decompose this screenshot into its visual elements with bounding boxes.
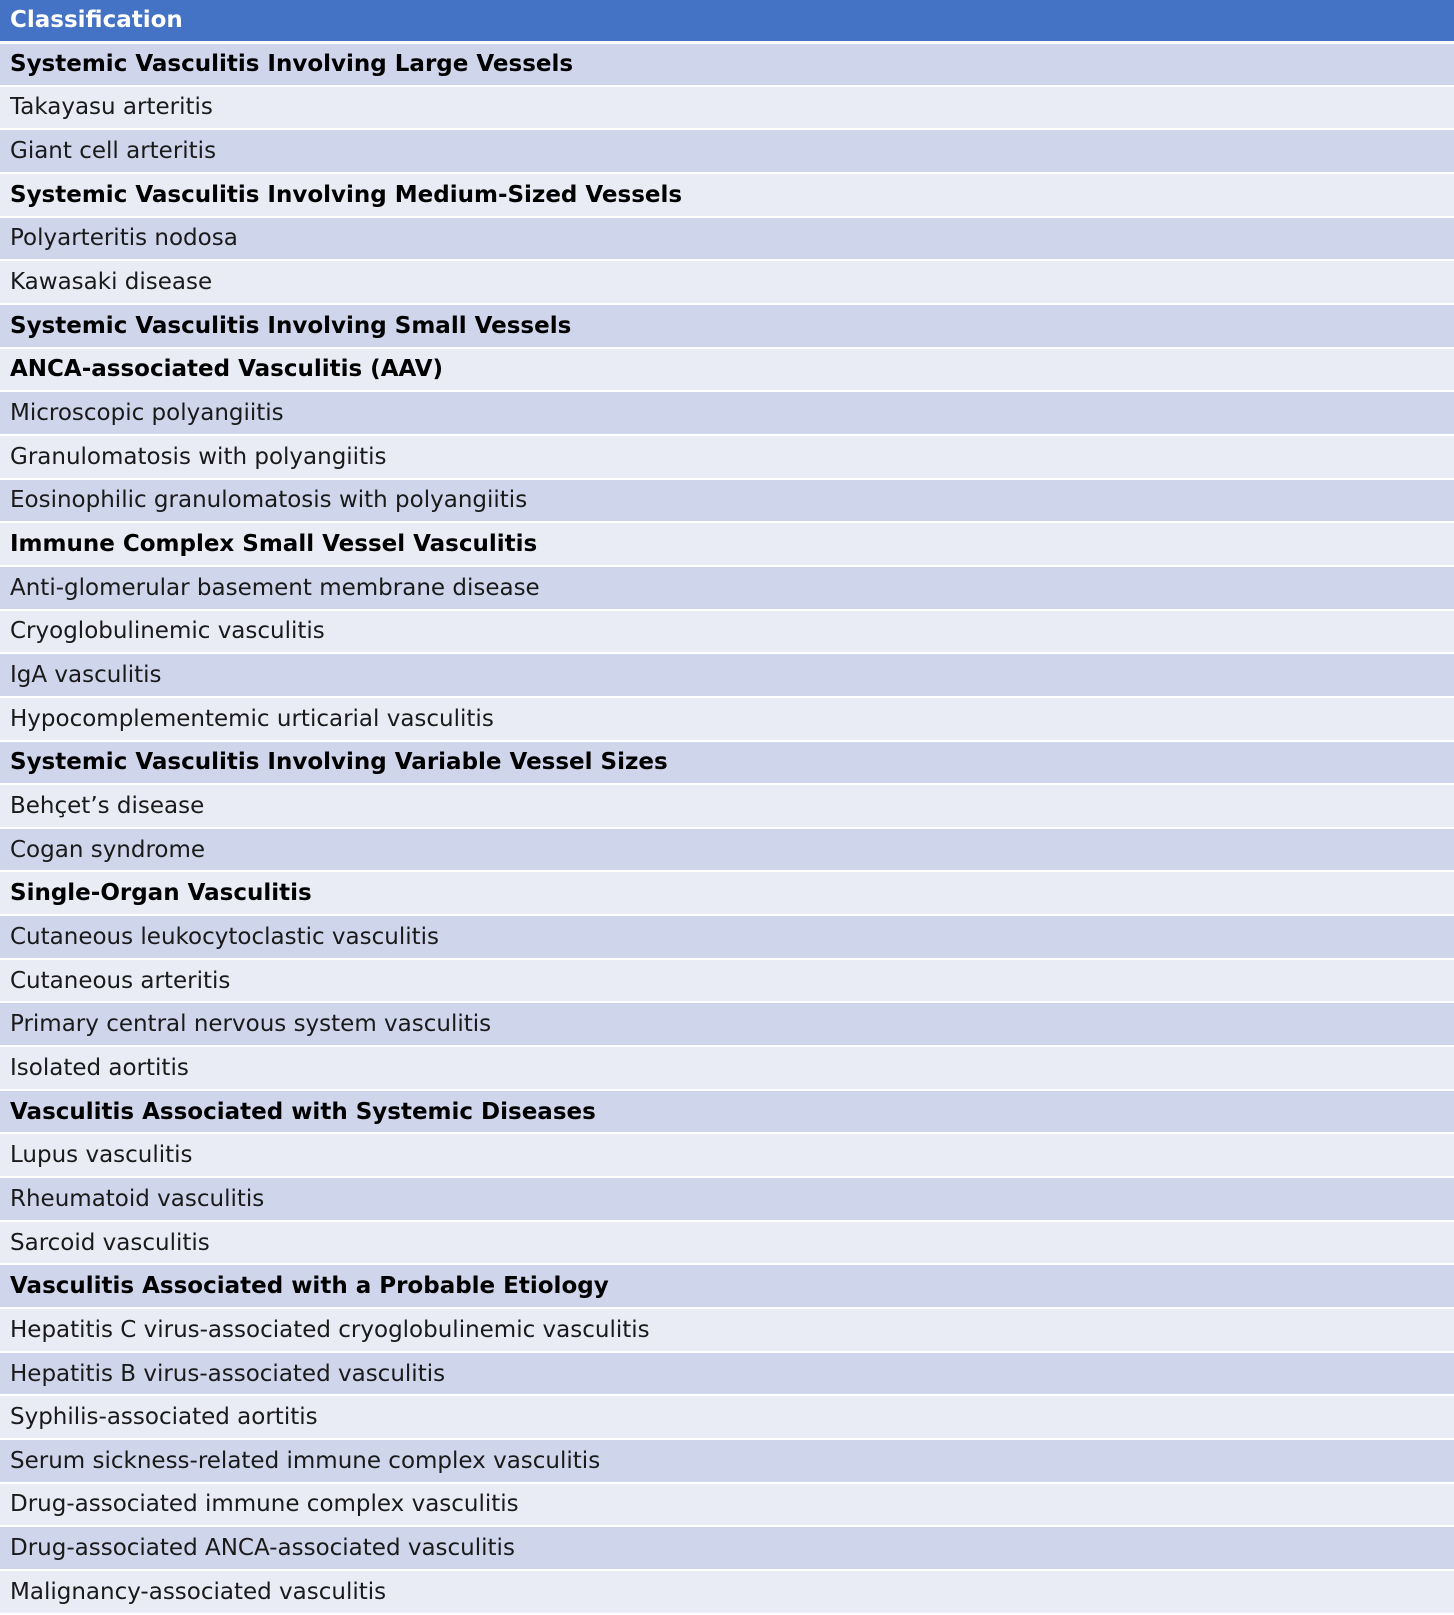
category-heading-cell: Vasculitis Associated with a Probable Etiology bbox=[0, 1264, 1454, 1308]
vasculitis-type-cell: Lupus vasculitis bbox=[0, 1133, 1454, 1177]
table-row bbox=[0, 1395, 1454, 1439]
table-row bbox=[0, 1177, 1454, 1221]
table-row bbox=[0, 741, 1454, 785]
table-row bbox=[0, 479, 1454, 523]
category-heading-cell: Systemic Vasculitis Involving Small Vessels bbox=[0, 304, 1454, 348]
vasculitis-type-cell: Hypocomplementemic urticarial vasculitis bbox=[0, 697, 1454, 741]
category-heading-cell: Systemic Vasculitis Involving Large Vessels bbox=[0, 42, 1454, 86]
table-row bbox=[0, 1133, 1454, 1177]
vasculitis-type-cell: Cogan syndrome bbox=[0, 828, 1454, 872]
category-heading-cell: Vasculitis Associated with Systemic Diseases bbox=[0, 1090, 1454, 1134]
table-row bbox=[0, 1002, 1454, 1046]
table-row bbox=[0, 129, 1454, 173]
table-row bbox=[0, 653, 1454, 697]
vasculitis-type-cell: Drug-associated ANCA-associated vasculitis bbox=[0, 1526, 1454, 1570]
table-row bbox=[0, 610, 1454, 654]
table-row bbox=[0, 915, 1454, 959]
vasculitis-type-cell: Granulomatosis with polyangiitis bbox=[0, 435, 1454, 479]
vasculitis-type-cell: IgA vasculitis bbox=[0, 653, 1454, 697]
vasculitis-type-cell: Hepatitis C virus-associated cryoglobulinemic vasculitis bbox=[0, 1308, 1454, 1352]
vasculitis-type-cell: Syphilis-associated aortitis bbox=[0, 1395, 1454, 1439]
vasculitis-type-cell: Serum sickness-related immune complex vasculitis bbox=[0, 1439, 1454, 1483]
vasculitis-type-cell: Kawasaki disease bbox=[0, 260, 1454, 304]
header-row bbox=[0, 0, 1454, 42]
table-row bbox=[0, 217, 1454, 261]
table-row bbox=[0, 42, 1454, 86]
table-row bbox=[0, 1046, 1454, 1090]
table-row bbox=[0, 697, 1454, 741]
table-row bbox=[0, 566, 1454, 610]
category-heading-cell: ANCA-associated Vasculitis (AAV) bbox=[0, 348, 1454, 392]
table-row bbox=[0, 1221, 1454, 1265]
table-row bbox=[0, 522, 1454, 566]
table-row bbox=[0, 959, 1454, 1003]
vasculitis-type-cell: Giant cell arteritis bbox=[0, 129, 1454, 173]
vasculitis-type-cell: Primary central nervous system vasculitis bbox=[0, 1002, 1454, 1046]
vasculitis-type-cell: Hepatitis B virus-associated vasculitis bbox=[0, 1352, 1454, 1396]
table-row bbox=[0, 871, 1454, 915]
table-row bbox=[0, 784, 1454, 828]
vasculitis-type-cell: Malignancy-associated vasculitis bbox=[0, 1570, 1454, 1614]
table-row bbox=[0, 1352, 1454, 1396]
table-row bbox=[0, 86, 1454, 130]
table-row bbox=[0, 173, 1454, 217]
vasculitis-type-cell: Sarcoid vasculitis bbox=[0, 1221, 1454, 1265]
table-row bbox=[0, 1439, 1454, 1483]
vasculitis-type-cell: Drug-associated immune complex vasculitis bbox=[0, 1483, 1454, 1527]
column-header-classification: Classification bbox=[0, 0, 1454, 42]
table-row bbox=[0, 304, 1454, 348]
vasculitis-type-cell: Microscopic polyangiitis bbox=[0, 391, 1454, 435]
table-row bbox=[0, 435, 1454, 479]
table-body bbox=[0, 42, 1454, 1614]
vasculitis-type-cell: Takayasu arteritis bbox=[0, 86, 1454, 130]
category-heading-cell: Systemic Vasculitis Involving Variable Vessel Sizes bbox=[0, 741, 1454, 785]
category-heading-cell: Immune Complex Small Vessel Vasculitis bbox=[0, 522, 1454, 566]
table-row bbox=[0, 1526, 1454, 1570]
vasculitis-type-cell: Cutaneous arteritis bbox=[0, 959, 1454, 1003]
table-row bbox=[0, 1264, 1454, 1308]
category-heading-cell: Single-Organ Vasculitis bbox=[0, 871, 1454, 915]
table-row bbox=[0, 1308, 1454, 1352]
vasculitis-type-cell: Polyarteritis nodosa bbox=[0, 217, 1454, 261]
table-row bbox=[0, 1090, 1454, 1134]
vasculitis-type-cell: Eosinophilic granulomatosis with polyangiitis bbox=[0, 479, 1454, 523]
category-heading-cell: Systemic Vasculitis Involving Medium-Sized Vessels bbox=[0, 173, 1454, 217]
vasculitis-type-cell: Anti-glomerular basement membrane disease bbox=[0, 566, 1454, 610]
table-row bbox=[0, 828, 1454, 872]
vasculitis-type-cell: Cutaneous leukocytoclastic vasculitis bbox=[0, 915, 1454, 959]
vasculitis-type-cell: Rheumatoid vasculitis bbox=[0, 1177, 1454, 1221]
table-row bbox=[0, 1570, 1454, 1614]
vasculitis-type-cell: Behçet’s disease bbox=[0, 784, 1454, 828]
table-row bbox=[0, 348, 1454, 392]
vasculitis-type-cell: Isolated aortitis bbox=[0, 1046, 1454, 1090]
table-row bbox=[0, 260, 1454, 304]
table-row bbox=[0, 1483, 1454, 1527]
table-row bbox=[0, 391, 1454, 435]
vasculitis-type-cell: Cryoglobulinemic vasculitis bbox=[0, 610, 1454, 654]
